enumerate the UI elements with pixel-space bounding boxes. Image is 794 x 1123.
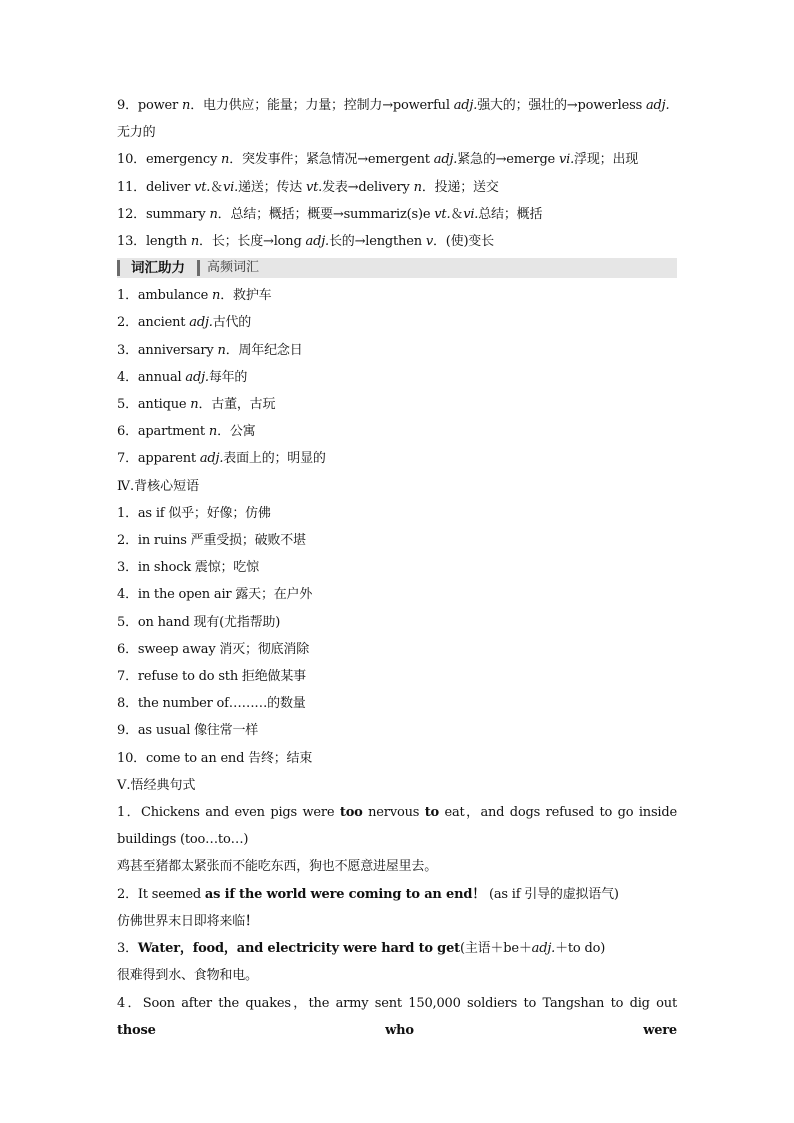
- sentence-line: [117, 853, 677, 880]
- text-run: 古代的: [212, 315, 252, 331]
- text-run: 发表→delivery: [322, 179, 414, 195]
- text-run: 仿佛世界末日即将来临: [117, 913, 246, 929]
- text-run: 10．come to an end 告终；结束: [117, 750, 313, 766]
- text-run: 长的→lengthen: [328, 234, 426, 250]
- text-run: n: [413, 179, 422, 195]
- word-item: [117, 309, 677, 336]
- text-run: v: [425, 234, 433, 250]
- text-run: 2．in ruins 严重受损；破败不堪: [117, 533, 306, 549]
- text-run: 7．apparent: [117, 451, 200, 467]
- text-run: adj.: [305, 234, 329, 250]
- document-page: [117, 92, 677, 1044]
- sentence-line: [117, 826, 677, 853]
- phrase-item: [117, 690, 677, 717]
- text-run: 每年的: [208, 369, 248, 385]
- text-run: 13．length: [117, 234, 191, 250]
- text-run: n: [221, 152, 230, 168]
- word-item: [117, 337, 677, 364]
- text-run: 10．emergency: [117, 152, 222, 168]
- text-run: 6．sweep away 消灭；彻底消除: [117, 641, 310, 657]
- text-run: 1．as if 似乎；好像；仿佛: [117, 505, 271, 521]
- sentence-line: [117, 881, 677, 908]
- text-run: ＆: [450, 206, 464, 222]
- text-run: 2．ancient: [117, 315, 190, 331]
- text-run: 5．antique: [117, 397, 191, 413]
- banner-separator: [197, 260, 200, 276]
- text-run: n: [208, 424, 218, 440]
- text-run: buildings (too…to…): [117, 832, 249, 848]
- text-run: ．长；长度→long: [199, 234, 306, 250]
- text-run: 7．refuse to do sth 拒绝做某事: [117, 669, 306, 685]
- text-run: 强大的；强壮的→powerless: [477, 98, 646, 113]
- text-run: ．周年纪念日: [225, 342, 303, 358]
- text-run: vi.: [222, 179, 239, 195]
- sentence-line: [117, 799, 677, 826]
- text-run: n: [182, 98, 191, 113]
- text-run: those who were: [117, 1022, 677, 1038]
- phrase-item: [117, 663, 677, 690]
- text-run: 3．anniversary: [117, 342, 218, 358]
- text-run: too: [339, 805, 363, 821]
- word-item: [117, 364, 677, 391]
- text-run: 12．summary: [117, 206, 210, 222]
- text-run: n: [190, 234, 200, 250]
- text-run: 无力的: [117, 125, 156, 141]
- vocab-list-continued: [117, 92, 677, 255]
- text-run: 4．Soon after the quakes，the army sent 150,000 soldiers to Tangshan to dig out: [117, 995, 677, 1011]
- text-run: ．总结；概括；概要→summariz(s)e: [217, 206, 435, 222]
- text-run: 11．deliver: [117, 179, 195, 195]
- vocab-line: [117, 201, 677, 228]
- text-run: 浮现；出现: [574, 152, 639, 168]
- text-run: 4．in the open air 露天；在户外: [117, 587, 313, 603]
- text-run: 4．annual: [117, 369, 186, 385]
- text-run: ＋to do): [555, 941, 606, 957]
- text-run: vi.: [463, 206, 479, 222]
- vocab-line: [117, 119, 677, 146]
- sentence-line: [117, 935, 677, 962]
- text-run: 8．the number of………的数量: [117, 696, 306, 712]
- banner-subtitle: 高频词汇: [207, 260, 260, 276]
- text-run: 5．on hand 现有(尤指帮助): [117, 614, 281, 630]
- text-run: ．公寓: [217, 424, 256, 440]
- banner-marker: [117, 260, 120, 276]
- text-run: 表面上的；明显的: [223, 451, 326, 467]
- sentence-list: [117, 799, 677, 1044]
- text-run: (主语＋be＋: [459, 941, 532, 957]
- vocab-line: [117, 92, 677, 119]
- phrase-item: [117, 636, 677, 663]
- text-run: 总结；概括: [478, 206, 543, 222]
- text-run: adj.: [646, 98, 670, 113]
- section-heading-sentences: Ⅴ.悟经典句式: [117, 777, 196, 793]
- text-run: 9．power: [117, 98, 182, 113]
- text-run: 鸡甚至猪都太紧张而不能吃东西，狗也不愿意进屋里去。: [117, 859, 438, 875]
- word-item: [117, 282, 677, 309]
- text-run: to: [424, 805, 439, 821]
- phrase-item: [117, 527, 677, 554]
- text-run: ．投递；送交: [421, 179, 499, 195]
- text-run: 9．as usual 像往常一样: [117, 723, 259, 739]
- text-run: ．救护车: [220, 288, 272, 304]
- sentence-line: [117, 962, 677, 989]
- text-run: 2．It seemed: [117, 886, 205, 902]
- text-run: adj.: [185, 369, 209, 385]
- text-run: ．(使)变长: [432, 234, 494, 250]
- text-run: nervous: [362, 805, 425, 821]
- vocab-line: [117, 146, 677, 173]
- text-run: adj.: [531, 941, 556, 957]
- text-run: adj.: [453, 98, 478, 113]
- section-heading-phrases: Ⅳ.背核心短语: [117, 478, 200, 494]
- text-run: (as if 引导的虚拟语气): [485, 886, 619, 902]
- text-run: 紧急的→emerge: [457, 152, 559, 168]
- text-run: adj.: [433, 152, 458, 168]
- text-run: vt.: [305, 179, 323, 195]
- text-run: 3．in shock 震惊；吃惊: [117, 560, 259, 576]
- phrase-item: [117, 745, 677, 772]
- text-run: n: [190, 397, 199, 413]
- text-run: eat，and dogs refused to go inside: [439, 805, 677, 821]
- text-run: ．电力供应；能量；力量；控制力→powerful: [190, 98, 454, 113]
- word-item: [117, 391, 677, 418]
- text-run: 递送；传达: [238, 179, 306, 195]
- text-run: vi.: [559, 152, 575, 168]
- text-run: adj.: [189, 315, 213, 331]
- vocab-line: [117, 174, 677, 201]
- text-run: n: [209, 206, 218, 222]
- section-banner: [117, 258, 677, 278]
- text-run: Water，food，and electricity were hard to get: [137, 941, 460, 957]
- phrase-item: [117, 554, 677, 581]
- sentence-line: [117, 990, 677, 1044]
- text-run: ！: [472, 886, 486, 902]
- word-item: [117, 445, 677, 472]
- word-item: [117, 418, 677, 445]
- text-run: 1．ambulance: [117, 288, 213, 304]
- text-run: ＆: [210, 179, 223, 195]
- phrase-item: [117, 609, 677, 636]
- word-list: [117, 282, 677, 472]
- text-run: n: [217, 342, 226, 358]
- phrase-item: [117, 500, 677, 527]
- text-run: adj.: [199, 451, 224, 467]
- text-run: 很难得到水、食物和电。: [117, 968, 258, 984]
- text-run: ！: [245, 913, 258, 929]
- text-run: n: [212, 288, 221, 304]
- text-run: vt.: [434, 206, 451, 222]
- text-run: ．突发事件；紧急情况→emergent: [229, 152, 434, 168]
- text-run: ．古董，古玩: [198, 397, 276, 413]
- phrase-item: [117, 581, 677, 608]
- text-run: 1．Chickens and even pigs were: [117, 805, 340, 821]
- text-run: 6．apartment: [117, 424, 209, 440]
- text-run: 3．: [117, 941, 138, 957]
- banner-title: 词汇助力: [131, 260, 185, 277]
- sentence-line: [117, 908, 677, 935]
- vocab-line: [117, 228, 677, 255]
- phrase-list: [117, 500, 677, 772]
- text-run: as if the world were coming to an end: [204, 886, 473, 902]
- text-run: vt.: [194, 179, 211, 195]
- phrase-item: [117, 717, 677, 744]
